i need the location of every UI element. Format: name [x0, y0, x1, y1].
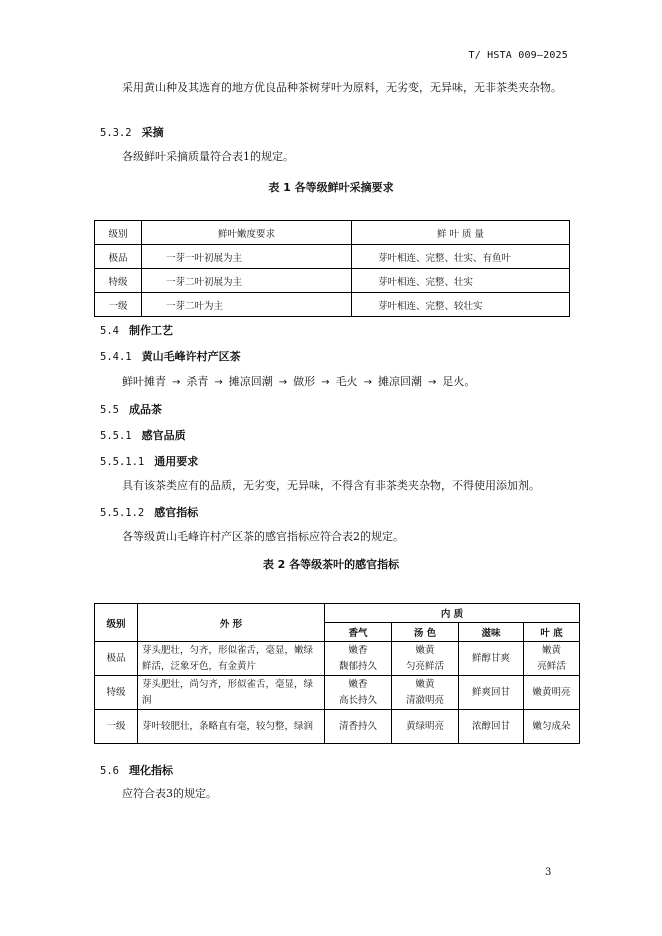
section-number: 5.6 — [100, 765, 119, 777]
table-cell: 芽叶较肥壮，条略直有毫，较匀整，绿润 — [138, 710, 325, 744]
section-title: 通用要求 — [154, 455, 199, 468]
section-5-4-1 — [100, 348, 241, 364]
intro-paragraph: 采用黄山种及其选育的地方优良品种茶树芽叶为原料，无劣变，无异味，无非茶类夹杂物。 — [122, 81, 562, 94]
section-5-6-text: 应符合表3的规定。 — [122, 787, 217, 800]
process-step: 杀青 — [186, 375, 209, 388]
header-cell-taste: 滋味 — [459, 623, 524, 642]
process-step: 足火。 — [442, 375, 476, 388]
section-5-3-2 — [100, 124, 164, 140]
section-5-5-1-1 — [100, 453, 198, 469]
table-cell: 极品 — [95, 642, 138, 676]
section-5-4 — [100, 322, 173, 338]
table-cell — [392, 676, 459, 710]
arrow-right-icon: → — [321, 377, 330, 388]
table-row — [95, 245, 570, 269]
header-cell-grade: 级别 — [95, 604, 138, 642]
section-title: 感官品质 — [141, 429, 186, 442]
page-number: 3 — [545, 867, 552, 878]
table-row — [95, 710, 580, 744]
table-row — [95, 269, 570, 293]
section-number: 5.5.1.1 — [100, 456, 145, 468]
cell-line: 亮鲜活 — [537, 660, 566, 672]
arrow-right-icon: → — [363, 377, 372, 388]
table-2-caption: 表 2 各等级茶叶的感官指标 — [262, 558, 400, 571]
section-number: 5.5.1 — [100, 430, 132, 442]
arrow-right-icon: → — [427, 377, 437, 388]
section-title: 成品茶 — [128, 403, 162, 416]
cell-line: 匀亮鲜活 — [405, 660, 444, 672]
header-cell: 鲜 叶 质 量 — [352, 221, 570, 245]
table-cell: 浓醇回甘 — [459, 710, 524, 744]
cell-line: 高长持久 — [338, 694, 377, 706]
process-step: 摊凉回潮 — [377, 375, 422, 388]
header-cell-leaf: 叶 底 — [524, 623, 580, 642]
section-number: 5.3.2 — [100, 127, 132, 139]
header-cell-liquor: 汤 色 — [392, 623, 459, 642]
table-cell: 一级 — [95, 293, 142, 317]
table-cell: 嫩匀成朵 — [524, 710, 580, 744]
table-row — [95, 642, 580, 676]
table-1 — [94, 220, 570, 317]
header-cell: 级别 — [95, 221, 142, 245]
arrow-right-icon: → — [278, 377, 288, 388]
section-number: 5.5.1.2 — [100, 507, 145, 519]
table-cell: 极品 — [95, 245, 142, 269]
section-title: 制作工艺 — [128, 324, 173, 337]
section-title: 感官指标 — [154, 506, 199, 519]
table-cell: 芽头肥壮，匀齐，形似雀舌，毫显，嫩绿鲜活，泛象牙色，有金黄片 — [138, 642, 325, 676]
arrow-right-icon: → — [172, 377, 181, 388]
table-cell — [325, 676, 392, 710]
section-number: 5.4.1 — [100, 351, 132, 363]
section-5-5-1-2 — [100, 504, 198, 520]
table-cell: 一级 — [95, 710, 138, 744]
table-cell: 嫩黄明亮 — [524, 676, 580, 710]
table-cell: 鲜醇甘爽 — [459, 642, 524, 676]
process-step: 摊凉回潮 — [228, 375, 273, 388]
table-2 — [94, 603, 580, 744]
section-5-5-1-2-text: 各等级黄山毛峰许村产区茶的感官指标应符合表2的规定。 — [122, 530, 404, 543]
table-cell: 芽叶相连、完整、较壮实 — [352, 293, 570, 317]
cell-line: 嫩香 — [348, 678, 368, 690]
section-title: 黄山毛峰许村产区茶 — [141, 350, 241, 363]
header-cell: 鲜叶嫩度要求 — [142, 221, 352, 245]
table-cell — [524, 642, 580, 676]
process-flow — [100, 373, 570, 392]
table-row — [95, 676, 580, 710]
section-5-3-2-text: 各级鲜叶采摘质量符合表1的规定。 — [122, 150, 294, 163]
section-5-5 — [100, 401, 162, 417]
doc-code-header: T/ HSTA 009—2025 — [468, 50, 568, 61]
section-number: 5.5 — [100, 404, 119, 416]
table-header-row — [95, 604, 580, 623]
header-cell-aroma: 香气 — [325, 623, 392, 642]
header-cell-shape: 外 形 — [138, 604, 325, 642]
table-cell — [325, 642, 392, 676]
table-cell: 特级 — [95, 676, 138, 710]
table-cell: 特级 — [95, 269, 142, 293]
table-cell: 一芽一叶初展为主 — [142, 245, 352, 269]
cell-line: 嫩黄 — [541, 644, 561, 656]
table-row — [95, 293, 570, 317]
table-cell: 一芽二叶初展为主 — [142, 269, 352, 293]
section-5-6 — [100, 762, 173, 778]
table-cell: 鲜爽回甘 — [459, 676, 524, 710]
table-cell: 芽头肥壮，尚匀齐，形似雀舌，毫显，绿润 — [138, 676, 325, 710]
cell-line: 清澈明亮 — [405, 694, 444, 706]
process-step: 鲜叶摊青 — [122, 375, 166, 388]
table-cell: 黄绿明亮 — [392, 710, 459, 744]
section-number: 5.4 — [100, 325, 119, 337]
table-cell: 清香持久 — [325, 710, 392, 744]
table-cell — [392, 642, 459, 676]
process-step: 毛火 — [335, 375, 358, 388]
cell-line: 嫩香 — [348, 644, 368, 656]
arrow-right-icon: → — [214, 377, 223, 388]
section-5-5-1-1-text: 具有该茶类应有的品质，无劣变，无异味，不得含有非茶类夹杂物，不得使用添加剂。 — [122, 479, 540, 492]
table-header-row — [95, 221, 570, 245]
table-cell: 一芽二叶为主 — [142, 293, 352, 317]
section-title: 理化指标 — [128, 764, 173, 777]
cell-line: 馥郁持久 — [338, 660, 377, 672]
cell-line: 嫩黄 — [415, 678, 435, 690]
table-cell: 芽叶相连、完整、壮实 — [352, 269, 570, 293]
section-5-5-1 — [100, 427, 186, 443]
section-title: 采摘 — [141, 126, 164, 139]
process-step: 做形 — [293, 375, 316, 388]
cell-line: 嫩黄 — [415, 644, 435, 656]
table-cell: 芽叶相连、完整、壮实、有鱼叶 — [352, 245, 570, 269]
table-1-caption: 表 1 各等级鲜叶采摘要求 — [268, 181, 394, 194]
header-cell-inner: 内 质 — [325, 604, 580, 623]
